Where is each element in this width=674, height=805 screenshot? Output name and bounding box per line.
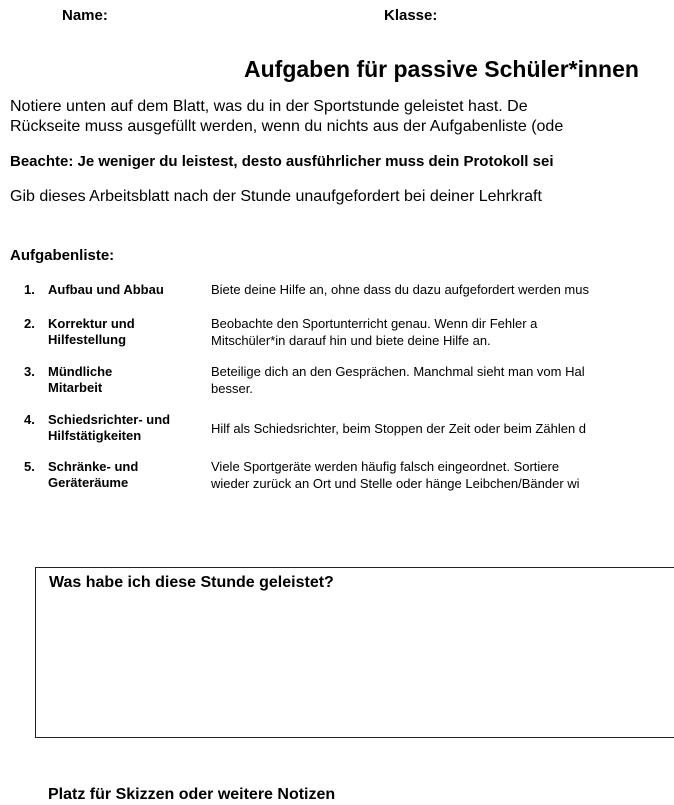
- hand-in-text: Gib dieses Arbeitsblatt nach der Stunde unaufgefordert bei deiner Lehrkraft: [10, 188, 542, 205]
- tasks-heading: Aufgabenliste:: [10, 247, 115, 264]
- task-number: 4.: [24, 412, 35, 427]
- sketch-heading: Platz für Skizzen oder weitere Notizen: [48, 786, 336, 803]
- task-name: Aufbau und Abbau: [48, 282, 164, 297]
- task-name: Korrektur und Hilfestellung: [48, 316, 135, 347]
- intro-line-1: Notiere unten auf dem Blatt, was du in der Sportstunde geleistet hast. De: [10, 98, 528, 115]
- name-label: Name:: [62, 7, 108, 24]
- class-label: Klasse:: [384, 7, 438, 24]
- page-title: Aufgaben für passive Schüler*innen: [244, 56, 639, 82]
- task-number: 2.: [24, 316, 35, 331]
- task-number: 5.: [24, 459, 35, 474]
- task-name: Schränke- und Geräteräume: [48, 459, 139, 490]
- box-title: Was habe ich diese Stunde geleistet?: [49, 574, 334, 591]
- task-number: 1.: [24, 282, 35, 297]
- note-text: Beachte: Je weniger du leistest, desto ausführlicher muss dein Protokoll sei: [10, 153, 554, 170]
- task-description: wieder zurück an Ort und Stelle oder hänge Leibchen/Bänder wi: [211, 476, 580, 491]
- task-number: 3.: [24, 364, 35, 379]
- achievement-box[interactable]: [35, 567, 674, 738]
- task-name: Schiedsrichter- und Hilfstätigkeiten: [48, 412, 171, 443]
- task-description: besser.: [211, 381, 253, 396]
- task-description: Mitschüler*in darauf hin und biete deine Hilfe an.: [211, 333, 491, 348]
- task-description: Hilf als Schiedsrichter, beim Stoppen der Zeit oder beim Zählen d: [211, 421, 587, 436]
- task-name: Mündliche Mitarbeit: [48, 364, 113, 395]
- task-description: Biete deine Hilfe an, ohne dass du dazu aufgefordert werden mus: [211, 282, 589, 297]
- intro-line-2: Rückseite muss ausgefüllt werden, wenn du nichts aus der Aufgabenliste (ode: [10, 118, 564, 135]
- task-description: Beteilige dich an den Gesprächen. Manchmal sieht man vom Hal: [211, 364, 585, 379]
- task-description: Beobachte den Sportunterricht genau. Wenn dir Fehler a: [211, 316, 538, 331]
- task-description: Viele Sportgeräte werden häufig falsch eingeordnet. Sortiere: [211, 459, 560, 474]
